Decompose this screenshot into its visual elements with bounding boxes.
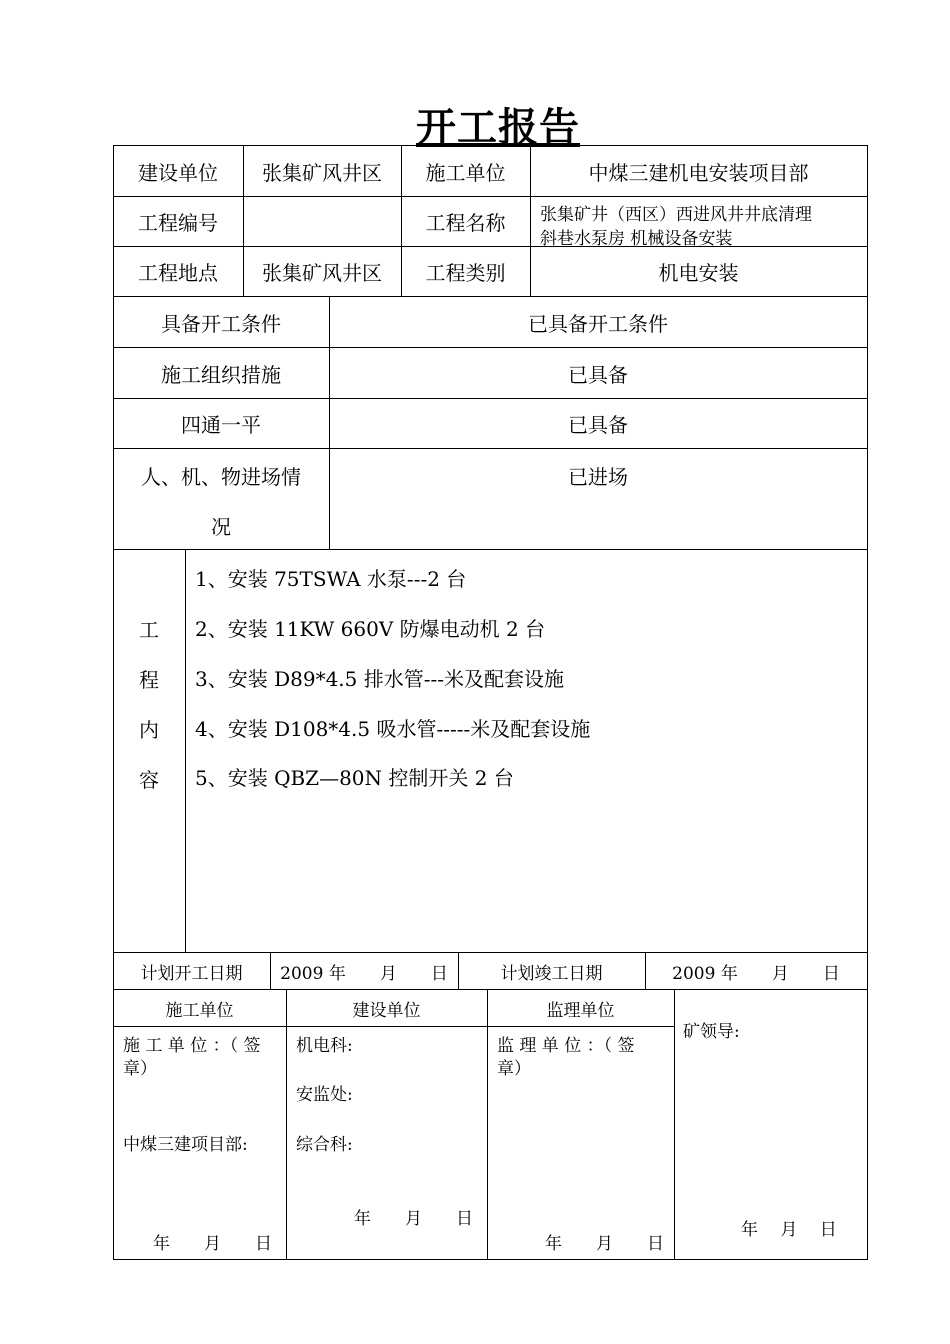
content-label-char: 程 bbox=[139, 668, 159, 692]
value-organization-measures: 已具备 bbox=[568, 362, 628, 387]
value-contractor: 中煤三建机电安装项目部 bbox=[588, 160, 809, 185]
sig-header-owner: 建设单位 bbox=[352, 1000, 421, 1021]
value-project-name-line2: 斜巷水泵房 机械设备安装 bbox=[540, 229, 733, 249]
table-border-right bbox=[867, 145, 868, 1259]
label-planned-start: 计划开工日期 bbox=[140, 963, 243, 984]
label-contractor: 施工单位 bbox=[425, 160, 506, 185]
value-planned-completion: 2009 年 月 日 bbox=[672, 963, 840, 984]
sig-mine-leader: 矿领导: bbox=[683, 1022, 740, 1042]
label-arrival-line1: 人、机、物进场情 bbox=[141, 464, 301, 489]
value-project-location: 张集矿风井区 bbox=[262, 261, 382, 285]
sig-owner-general-dept: 综合科: bbox=[296, 1135, 353, 1155]
table-border-bottom bbox=[113, 1259, 868, 1260]
sig-header-supervisor: 监理单位 bbox=[546, 1000, 615, 1021]
label-construction-unit: 建设单位 bbox=[138, 160, 218, 185]
label-arrival-line2: 况 bbox=[211, 514, 231, 539]
label-project-name: 工程名称 bbox=[425, 211, 506, 235]
page-title: 开工报告 bbox=[416, 104, 580, 151]
col-divider bbox=[674, 989, 675, 1259]
sig-owner-date: 年 月 日 bbox=[354, 1209, 473, 1229]
sig-owner-safety-dept: 安监处: bbox=[296, 1085, 353, 1105]
label-project-number: 工程编号 bbox=[138, 211, 218, 235]
sig-supervisor-line1: 监 理 单 位 ：（ 签 bbox=[497, 1036, 635, 1056]
label-project-type: 工程类别 bbox=[425, 261, 506, 285]
value-start-conditions: 已具备开工条件 bbox=[528, 311, 668, 336]
sig-contractor-project-dept: 中煤三建项目部: bbox=[123, 1135, 248, 1155]
sig-mine-leader-date: 年 月 日 bbox=[741, 1220, 837, 1240]
content-item: 1、安装 75TSWA 水泵---2 台 bbox=[195, 567, 467, 591]
content-item: 2、安装 11KW 660V 防爆电动机 2 台 bbox=[195, 617, 546, 641]
label-site-preparation: 四通一平 bbox=[181, 413, 261, 437]
sig-supervisor-line2: 章） bbox=[497, 1059, 531, 1079]
sig-contractor-line2: 章） bbox=[123, 1059, 157, 1079]
label-organization-measures: 施工组织措施 bbox=[161, 362, 281, 387]
col-divider bbox=[185, 549, 186, 952]
value-site-preparation: 已具备 bbox=[568, 413, 628, 437]
content-label-char: 内 bbox=[139, 718, 159, 742]
value-project-number bbox=[243, 197, 401, 246]
row-divider bbox=[113, 448, 868, 449]
sig-contractor-line1: 施 工 单 位 ：（ 签 bbox=[123, 1036, 261, 1056]
value-project-name-line1: 张集矿井（西区）西进风井井底清理 bbox=[540, 205, 812, 225]
sig-header-contractor: 施工单位 bbox=[165, 1000, 234, 1021]
value-construction-unit: 张集矿风井区 bbox=[262, 160, 382, 185]
value-project-type: 机电安装 bbox=[658, 261, 739, 285]
row-divider bbox=[113, 549, 868, 550]
row-divider bbox=[113, 1026, 674, 1027]
content-item: 3、安装 D89*4.5 排水管---米及配套设施 bbox=[195, 667, 565, 691]
value-planned-start: 2009 年 月 日 bbox=[280, 963, 448, 984]
col-divider bbox=[487, 989, 488, 1259]
sig-contractor-date: 年 月 日 bbox=[153, 1234, 272, 1254]
value-arrival: 已进场 bbox=[568, 464, 628, 489]
content-label-char: 容 bbox=[139, 768, 159, 792]
label-project-location: 工程地点 bbox=[138, 261, 218, 285]
content-item: 4、安装 D108*4.5 吸水管-----米及配套设施 bbox=[195, 717, 591, 741]
content-item: 5、安装 QBZ—80N 控制开关 2 台 bbox=[195, 766, 514, 790]
label-start-conditions: 具备开工条件 bbox=[161, 311, 281, 336]
sig-owner-mechanical-dept: 机电科: bbox=[296, 1036, 353, 1056]
col-divider bbox=[286, 989, 287, 1259]
content-label-char: 工 bbox=[139, 618, 159, 642]
sig-supervisor-date: 年 月 日 bbox=[545, 1234, 664, 1254]
label-planned-completion: 计划竣工日期 bbox=[500, 963, 603, 984]
